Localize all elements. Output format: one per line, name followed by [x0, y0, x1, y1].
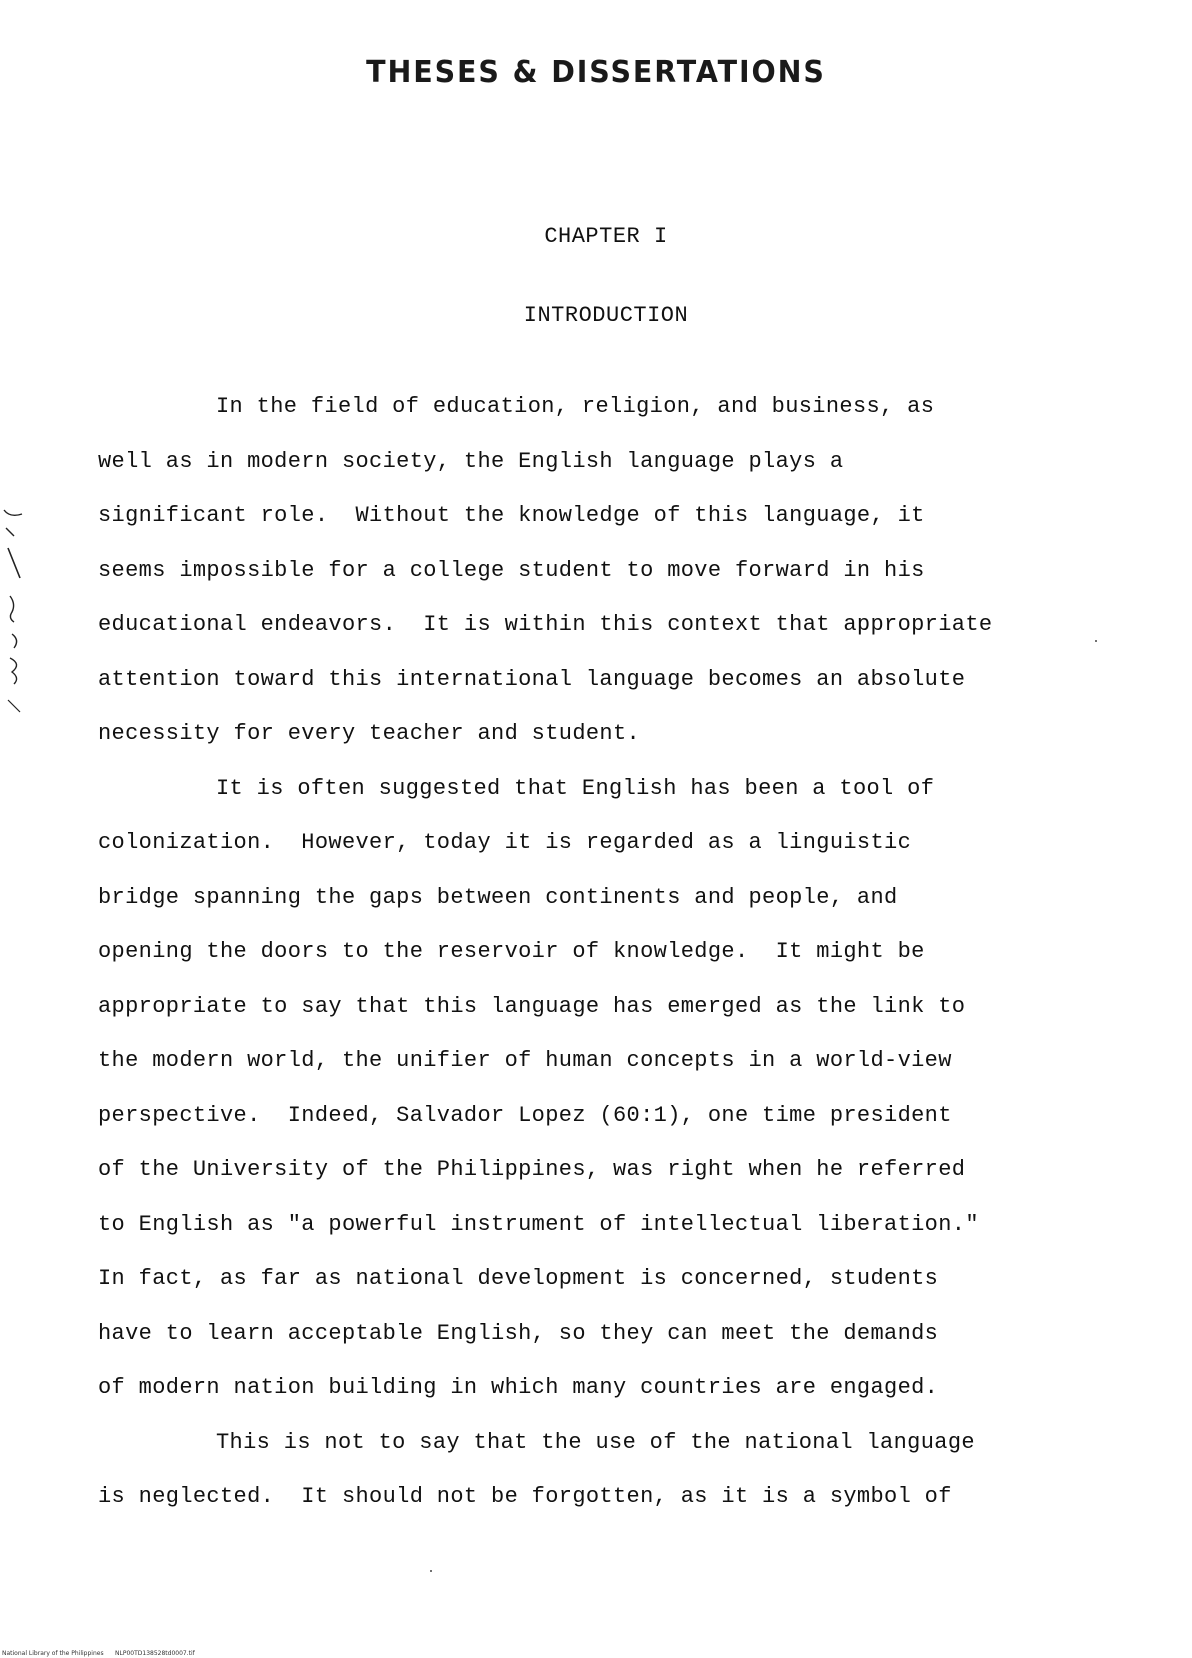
- text-line: seems impossible for a college student to move forward in his: [98, 557, 925, 583]
- pen-stroke: [10, 658, 17, 684]
- text-line: to English as "a powerful instrument of intellectual liberation.": [98, 1211, 979, 1237]
- paragraph-3: [98, 1416, 1098, 1525]
- pen-stroke: [10, 596, 14, 622]
- pen-stroke: [8, 548, 20, 578]
- text-line: attention toward this international language becomes an absolute: [98, 666, 966, 692]
- text-line: appropriate to say that this language has emerged as the link to: [98, 993, 966, 1019]
- scan-footer-note: National Library of the Philippines NLP00TD138528td0007.tif: [2, 1650, 195, 1657]
- pen-stroke: [8, 700, 20, 712]
- text-line: It is often suggested that English has been a tool of: [216, 775, 935, 801]
- text-line: of the University of the Philippines, was right when he referred: [98, 1157, 966, 1182]
- text-line: In fact, as far as national development is concerned, students: [98, 1266, 939, 1291]
- text-line: bridge spanning the gaps between continents and people, and: [98, 884, 898, 910]
- text-line: perspective. Indeed, Salvador Lopez (60:1), one time president: [98, 1102, 952, 1128]
- paragraph-1: [98, 380, 1098, 762]
- text-line: This is not to say that the use of the national language: [216, 1429, 975, 1455]
- text-line: necessity for every teacher and student.: [98, 721, 641, 746]
- text-line: well as in modern society, the English language plays a: [98, 448, 844, 474]
- scan-speck: [1095, 640, 1097, 642]
- text-line: significant role. Without the knowledge of this language, it: [98, 503, 925, 528]
- paragraph-2: [98, 762, 1098, 1416]
- scan-speck: [430, 1570, 432, 1572]
- pen-stroke: [12, 634, 17, 648]
- document-body: [98, 380, 1098, 1525]
- text-line: educational endeavors. It is within this context that appropriate: [98, 612, 993, 637]
- text-line: opening the doors to the reservoir of knowledge. It might be: [98, 939, 925, 964]
- text-line: the modern world, the unifier of human concepts in a world-view: [98, 1048, 952, 1073]
- pen-stroke: [6, 528, 14, 536]
- text-line: colonization. However, today it is regarded as a linguistic: [98, 830, 912, 855]
- text-line: of modern nation building in which many countries are engaged.: [98, 1375, 939, 1400]
- text-line: have to learn acceptable English, so they can meet the demands: [98, 1320, 939, 1346]
- theses-dissertations-stamp: THESES & DISSERTATIONS: [366, 55, 826, 90]
- chapter-label: CHAPTER I: [544, 224, 668, 249]
- text-line: is neglected. It should not be forgotten, as it is a symbol of: [98, 1484, 952, 1509]
- text-line: In the field of education, religion, and business, as: [216, 394, 935, 419]
- pen-stroke: [4, 510, 22, 515]
- section-heading: INTRODUCTION: [523, 303, 689, 328]
- handwritten-margin-marks: [0, 500, 40, 730]
